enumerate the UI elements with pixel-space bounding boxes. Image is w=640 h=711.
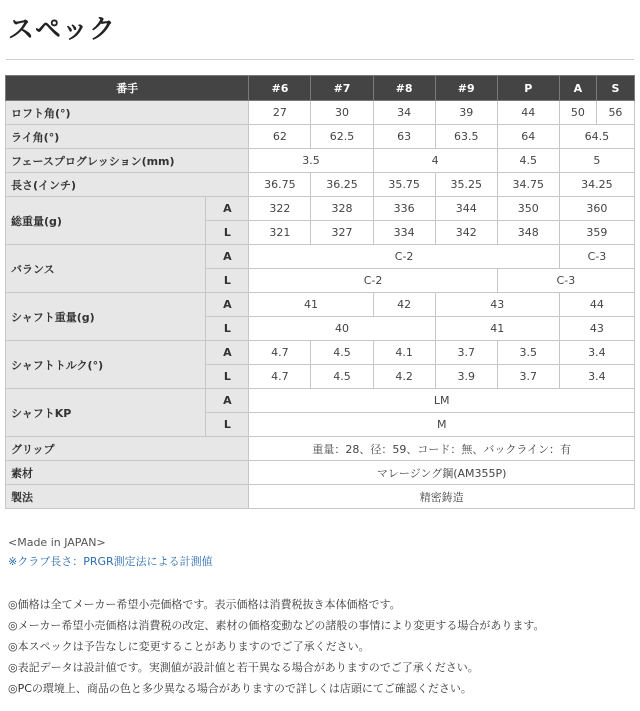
table-cell: 35.75 <box>373 173 435 197</box>
list-item: ◎表記データは設計値です。実測値が設計値と若干異なる場合がありますのでご了承ください。 <box>8 661 479 674</box>
list-item: ◎PCの環境上、商品の色と多少異なる場合がありますので詳しくは店頭にてご確認ください。 <box>8 682 472 695</box>
shaft-torque-label: シャフトトルク(°) <box>6 341 206 389</box>
flex-label-a: A <box>206 389 249 413</box>
table-cell: 34.25 <box>559 173 634 197</box>
table-cell: 4.5 <box>311 341 373 365</box>
manufacturing-label: 製法 <box>6 485 249 509</box>
shaft-weight-row-a <box>6 293 635 317</box>
table-cell: 精密鋳造 <box>249 485 635 509</box>
table-cell: LM <box>249 389 635 413</box>
table-cell: C-3 <box>497 269 634 293</box>
table-cell: 64 <box>497 125 559 149</box>
face-progression-label: フェースプログレッション(mm) <box>6 149 249 173</box>
column-header-club: 番手 <box>6 76 249 101</box>
loft-label: ロフト角(°) <box>6 101 249 125</box>
shaft-torque-row-a <box>6 341 635 365</box>
flex-label-a: A <box>206 197 249 221</box>
table-cell: 27 <box>249 101 311 125</box>
table-cell: 44 <box>497 101 559 125</box>
flex-label-l: L <box>206 269 249 293</box>
grip-label: グリップ <box>6 437 249 461</box>
table-cell: 36.25 <box>311 173 373 197</box>
table-cell: 63.5 <box>435 125 497 149</box>
list-item: ◎メーカー希望小売価格は消費税の改定、素材の価格変動などの諸般の事情により変更する場合があります。 <box>8 619 545 632</box>
table-cell: 41 <box>435 317 559 341</box>
table-header-row <box>6 76 635 101</box>
table-cell: 56 <box>596 101 634 125</box>
table-cell: 4.5 <box>497 149 559 173</box>
total-weight-label: 総重量(g) <box>6 197 206 245</box>
balance-row-a <box>6 245 635 269</box>
manufacturing-row <box>6 485 635 509</box>
table-cell: 43 <box>435 293 559 317</box>
table-cell: 350 <box>497 197 559 221</box>
table-cell: 4.7 <box>249 341 311 365</box>
table-cell: マレージング鋼(AM355P) <box>249 461 635 485</box>
table-cell: C-2 <box>249 245 559 269</box>
table-cell: 3.5 <box>249 149 373 173</box>
spec-table <box>5 75 635 509</box>
table-cell: 64.5 <box>559 125 634 149</box>
table-cell: 3.9 <box>435 365 497 389</box>
table-cell: 5 <box>559 149 634 173</box>
table-cell: 336 <box>373 197 435 221</box>
table-cell: 4.1 <box>373 341 435 365</box>
table-cell: 40 <box>249 317 435 341</box>
table-cell: 328 <box>311 197 373 221</box>
balance-label: バランス <box>6 245 206 293</box>
table-cell: M <box>249 413 635 437</box>
title-divider <box>6 59 634 60</box>
table-cell: 35.25 <box>435 173 497 197</box>
table-cell: 50 <box>559 101 596 125</box>
table-cell: 360 <box>559 197 634 221</box>
length-label: 長さ(インチ) <box>6 173 249 197</box>
grip-row <box>6 437 635 461</box>
table-cell: 62.5 <box>311 125 373 149</box>
table-cell: 334 <box>373 221 435 245</box>
page-title: スペック <box>8 15 117 45</box>
column-header-s: S <box>596 76 634 101</box>
column-header-7: #7 <box>311 76 373 101</box>
table-cell: 41 <box>249 293 373 317</box>
lie-row <box>6 125 635 149</box>
loft-row <box>6 101 635 125</box>
material-row <box>6 461 635 485</box>
table-cell: 342 <box>435 221 497 245</box>
table-cell: 4.5 <box>311 365 373 389</box>
shaft-kp-label: シャフトKP <box>6 389 206 437</box>
list-item: ◎価格は全てメーカー希望小売価格です。表示価格は消費税抜き本体価格です。 <box>8 598 401 611</box>
flex-label-a: A <box>206 245 249 269</box>
list-item: ◎本スペックは予告なしに変更することがありますのでご了承ください。 <box>8 640 370 653</box>
table-cell: 4.7 <box>249 365 311 389</box>
column-header-6: #6 <box>249 76 311 101</box>
table-cell: 63 <box>373 125 435 149</box>
table-cell: 3.5 <box>497 341 559 365</box>
table-cell: 4 <box>373 149 497 173</box>
made-in-note: <Made in JAPAN> <box>8 536 106 549</box>
table-cell: 327 <box>311 221 373 245</box>
flex-label-l: L <box>206 413 249 437</box>
table-cell: 3.7 <box>497 365 559 389</box>
column-header-p: P <box>497 76 559 101</box>
table-cell: 322 <box>249 197 311 221</box>
flex-label-l: L <box>206 365 249 389</box>
table-cell: 3.7 <box>435 341 497 365</box>
table-cell: C-2 <box>249 269 497 293</box>
length-row <box>6 173 635 197</box>
table-cell: 34 <box>373 101 435 125</box>
table-cell: 321 <box>249 221 311 245</box>
table-cell: 34.75 <box>497 173 559 197</box>
table-cell: 4.2 <box>373 365 435 389</box>
table-cell: 3.4 <box>559 365 634 389</box>
column-header-a: A <box>559 76 596 101</box>
column-header-9: #9 <box>435 76 497 101</box>
shaft-weight-label: シャフト重量(g) <box>6 293 206 341</box>
table-cell: C-3 <box>559 245 634 269</box>
lie-label: ライ角(°) <box>6 125 249 149</box>
club-length-note: ※クラブ長さ：PRGR測定法による計測値 <box>8 555 213 568</box>
flex-label-a: A <box>206 341 249 365</box>
table-cell: 39 <box>435 101 497 125</box>
table-cell: 43 <box>559 317 634 341</box>
table-cell: 重量：28、径：59、コード：無、バックライン：有 <box>249 437 635 461</box>
table-cell: 62 <box>249 125 311 149</box>
flex-label-l: L <box>206 317 249 341</box>
table-cell: 30 <box>311 101 373 125</box>
table-cell: 344 <box>435 197 497 221</box>
notes-list <box>8 597 545 702</box>
table-cell: 42 <box>373 293 435 317</box>
table-cell: 36.75 <box>249 173 311 197</box>
table-cell: 359 <box>559 221 634 245</box>
total-weight-row-a <box>6 197 635 221</box>
column-header-8: #8 <box>373 76 435 101</box>
face-progression-row <box>6 149 635 173</box>
table-cell: 44 <box>559 293 634 317</box>
material-label: 素材 <box>6 461 249 485</box>
shaft-kp-row-a <box>6 389 635 413</box>
flex-label-a: A <box>206 293 249 317</box>
table-cell: 3.4 <box>559 341 634 365</box>
table-cell: 348 <box>497 221 559 245</box>
flex-label-l: L <box>206 221 249 245</box>
